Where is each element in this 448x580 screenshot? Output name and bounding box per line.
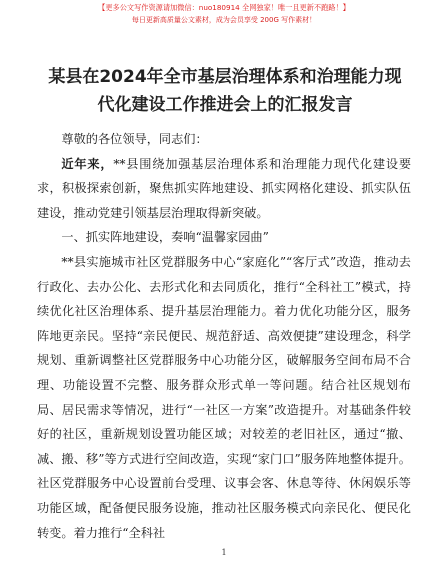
promo-line-2: 每日更新高质量公文素材，成为会员享受 200G 写作素材！ xyxy=(131,16,317,24)
section-1-paragraph: **县实施城市社区党群服务中心“家庭化”“客厅式”改造，推动去行政化、去办公化、去形式化和去同质化，推行“全科社工”模式，持续优化社区治理体系、提升基层治理能力。着力优化功能分区，服务阵地更亲民。坚持“亲民便民、规范舒适、高效便捷”建设理念，科学规划、重新调整社区党群服务中心功能分区，破解服务空间布局不合理、功能设置不完整、服务群众形式单一等问题。结合社区规划布局、居民需求等情况，进行“一社区一方案”改造提升。对基础条件较好的社区，重新规划设置功能区域；对较差的老旧社区，通过“撤、减、搬、移”等方式进行空间改造，实现“家门口”服务阵地整体提升。社区党群服务中心设置前台受理、议事会客、休息等待、休闲娱乐等功能区域，配备便民服务设施，推动社区服务模式向亲民化、便民化转变。着力推行“全科社 xyxy=(37,254,411,540)
title-line-1: 某县在2024年全市基层治理体系和治理能力现 xyxy=(48,67,402,87)
intro-lead: 近年来， xyxy=(61,156,114,171)
document-body xyxy=(37,127,411,545)
document-title xyxy=(40,63,410,119)
section-1-heading: 一、抓实阵地建设，奏响“温馨家园曲” xyxy=(61,230,269,245)
intro-text: **县围绕加强基层治理体系和治理能力现代化建设要求，积极探索创新，聚焦抓实阵地建设、抓实网格化建设、抓实队伍建设，推动党建引领基层治理取得新突破。 xyxy=(37,156,412,220)
intro-paragraph xyxy=(37,152,411,226)
promo-line-1: 【更多公文写作资源请加微信：nuo180914 全网独家！唯一且更新不跑路！】 xyxy=(98,3,350,12)
title-line-2: 代化建设工作推进会上的汇报发言 xyxy=(97,95,353,115)
promo-banner xyxy=(0,2,448,32)
page-number: 1 xyxy=(221,548,227,557)
salutation: 尊敬的各位领导，同志们： xyxy=(61,132,208,146)
